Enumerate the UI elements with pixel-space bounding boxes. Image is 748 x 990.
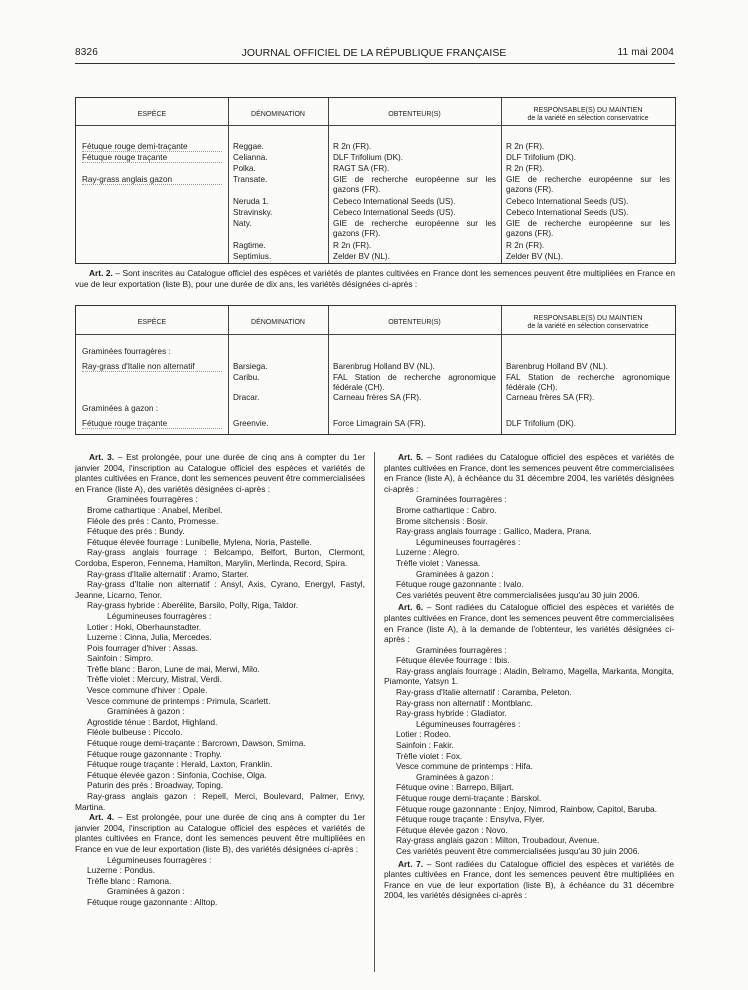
row-denomination: Celianna. <box>233 153 268 162</box>
header-espece: ESPÈCE <box>137 319 167 326</box>
row-responsable: Carneau frères SA (FR). <box>506 393 595 402</box>
row-responsable: DLF Trifolium (DK). <box>506 153 577 162</box>
section-heading: Graminées à gazon : <box>107 706 185 717</box>
section-heading: Graminées à gazon : <box>416 771 494 782</box>
article-4-text: – Est prolongée, pour une durée de cinq ans à compter du 1er janvier 2004, l'inscription au Catalogue officiel des espèces et variétés de plantes cultivées en France, dont les semences peuvent être multipliées en France en vue de leur exportation (liste B), des variétés désignées ci-après : <box>75 812 365 854</box>
variety-line: Fétuque élevée gazon : Novo. <box>396 824 508 835</box>
variety-line: Fétuque rouge demi-traçante : Barcrown, Dawson, Smirna. <box>87 738 306 749</box>
row-espece: Fétuque rouge demi-traçante <box>82 142 222 152</box>
varieties-table-2 <box>75 305 676 435</box>
row-responsable: Zelder BV (NL). <box>506 252 563 261</box>
section-heading: Graminées fourragères : <box>416 644 507 655</box>
col-divider <box>328 98 329 263</box>
row-obtenteur: R 2n (FR). <box>333 142 372 151</box>
variety-line: Fétuque rouge gazonnante : Ivalo. <box>396 579 524 590</box>
variety-line: Trèfle violet : Fox. <box>396 750 463 761</box>
variety-line: Ray-grass anglais fourrage : Gallico, Madera, Prana. <box>396 526 592 537</box>
variety-line: Paturin des prés : Broadway, Toping. <box>87 780 224 791</box>
variety-line: Trèfle violet : Mercury, Mistral, Verdi. <box>87 674 222 685</box>
section-heading: Graminées à gazon : <box>416 568 494 579</box>
row-denomination: Caribu. <box>233 373 260 382</box>
row-obtenteur: GIE de recherche européenne sur les gazons (FR). <box>333 175 496 195</box>
article-4 <box>75 812 365 854</box>
header-responsable-sub: de la variété en sélection conservatrice <box>527 323 649 330</box>
article-3 <box>75 452 365 494</box>
variety-line: Fétuque élevée fourrage : Lunibelle, Mylena, Noria, Pastelle. <box>87 536 312 547</box>
journal-title: JOURNAL OFFICIEL DE LA RÉPUBLIQUE FRANÇAISE <box>241 47 507 59</box>
row-denomination: Stravinsky. <box>233 208 273 217</box>
section-heading: Légumineuses fourragères : <box>107 610 212 621</box>
right-column <box>384 452 674 901</box>
variety-line: Sainfoin : Fakir. <box>396 740 454 751</box>
table-header-rule <box>76 125 675 126</box>
variety-line: Ray-grass anglais gazon : Milton, Troubadour, Avenue. <box>396 835 600 846</box>
section-heading: Légumineuses fourragères : <box>416 718 521 729</box>
row-obtenteur: DLF Trifolium (DK). <box>333 153 404 162</box>
page-number: 8326 <box>75 47 99 58</box>
section-heading: Légumineuses fourragères : <box>107 854 212 865</box>
row-denomination: Dracar. <box>233 393 260 402</box>
variety-line: Sainfoin : Simpro. <box>87 653 154 664</box>
variety-line: Trèfle blanc : Baron, Lune de mai, Merwi, Milo. <box>87 663 260 674</box>
section-heading: Graminées fourragères : <box>416 494 507 505</box>
row-obtenteur: GIE de recherche européenne sur les gazons (FR). <box>333 219 496 239</box>
header-denomination: DÉNOMINATION <box>251 111 305 118</box>
row-obtenteur: Zelder BV (NL). <box>333 252 390 261</box>
issue-date: 11 mai 2004 <box>617 47 674 58</box>
variety-line: Ray-grass d'Italie alternatif : Caramba, Peleton. <box>396 687 572 698</box>
row-responsable: DLF Trifolium (DK). <box>506 419 577 428</box>
variety-line: Vesce commune de printemps : Hifa. <box>396 761 533 772</box>
variety-line: Lotier : Hoki, Oberhaunstadter. <box>87 621 202 632</box>
row-denomination: Barsiega. <box>233 362 268 371</box>
row-responsable: GIE de recherche européenne sur les gazons (FR). <box>506 175 670 195</box>
variety-line: Ray-grass anglais fourrage : Belcampo, Belfort, Burton, Clermont, Cordoba, Esperon, Fennema, Hamilton, Marylin, Merlinda, Record, Spira. <box>75 547 365 568</box>
left-column <box>75 452 365 908</box>
varieties-table-1 <box>75 97 676 264</box>
row-denomination: Ragtime. <box>233 241 266 250</box>
variety-line: Fétuque rouge gazonnante : Enjoy, Nimrod, Rainbow, Capitol, Baruba. <box>396 803 658 814</box>
variety-line: Fétuque des prés : Bundy. <box>87 526 185 537</box>
variety-line: Ray-grass d'Italie non alternatif : Ansyl, Axis, Cyrano, Energyl, Fastyl, Jeanne, Licarno, Tenor. <box>75 579 365 600</box>
article-5-text: – Sont radiées du Catalogue officiel des espèces et variétés de plantes cultivées en France, dont les semences peuvent être commercialisées en France (liste A), à échéance du 31 décembre 2004, les variétés désignées ci-après : <box>384 452 675 494</box>
header-obtenteur: OBTENTEUR(S) <box>388 319 441 326</box>
column-separator <box>374 452 375 972</box>
variety-line: Fétuque rouge demi-traçante : Barskol. <box>396 793 542 803</box>
row-obtenteur: Cebeco International Seeds (US). <box>333 208 456 217</box>
col-divider <box>228 98 229 263</box>
row-espece: Ray-grass d'Italie non alternatif <box>82 362 222 372</box>
variety-line: Ray-grass d'Italie alternatif : Aramo, Starter. <box>87 568 249 579</box>
article-3-text: – Est prolongée, pour une durée de cinq ans à compter du 1er janvier 2004, l'inscription au Catalogue officiel des espèces et variétés de plantes cultivées en France, dont les semences peuvent être commercialisées en France (liste A), des variétés désignées ci-après : <box>75 452 366 494</box>
group-label: Graminées à gazon : <box>82 404 159 413</box>
variety-line: Ces variétés peuvent être commercialisées jusqu'au 30 juin 2006. <box>396 845 640 856</box>
variety-line: Agrostide ténue : Bardot, Highland. <box>87 716 218 727</box>
variety-line: Vesce commune d'hiver : Opale. <box>87 685 208 696</box>
section-heading: Graminées fourragères : <box>107 494 198 505</box>
article-5-label: Art. 5. <box>398 452 424 462</box>
row-responsable: Cebeco International Seeds (US). <box>506 208 629 217</box>
row-responsable: R 2n (FR). <box>506 241 545 250</box>
row-espece: Fétuque rouge traçante <box>82 153 222 163</box>
variety-line: Brome cathartique : Cabro. <box>396 504 497 515</box>
variety-line: Fléole bulbeuse : Piccolo. <box>87 727 183 738</box>
row-espece: Ray-grass anglais gazon <box>82 175 222 185</box>
article-6-label: Art. 6. <box>398 602 424 613</box>
variety-line: Brome sitchensis : Bosir. <box>396 515 488 526</box>
header-rule <box>75 63 675 64</box>
section-heading: Graminées à gazon : <box>107 886 185 897</box>
header-obtenteur: OBTENTEUR(S) <box>388 111 441 118</box>
row-denomination: Neruda 1. <box>233 197 269 206</box>
variety-line: Ray-grass non alternatif : Montblanc. <box>396 697 533 708</box>
row-denomination: Naty. <box>233 219 252 228</box>
header-responsable: RESPONSABLE(S) DU MAINTIEN <box>533 315 643 322</box>
article-3-label: Art. 3. <box>89 452 115 462</box>
variety-line: Ray-grass anglais gazon : Repell, Merci, Boulevard, Palmer, Envy, Martina. <box>75 791 365 812</box>
row-obtenteur: FAL Station de recherche agronomique fédérale (CH). <box>333 373 496 393</box>
variety-line: Fétuque ovine : Barrepo, Biljart. <box>396 782 514 793</box>
variety-line: Fétuque rouge gazonnante : Alltop. <box>87 896 218 907</box>
row-espece: Fétuque rouge traçante <box>82 419 222 429</box>
variety-line: Fléole des prés : Canto, Promesse. <box>87 515 219 526</box>
section-heading: Légumineuses fourragères : <box>416 536 521 547</box>
row-responsable: Cebeco International Seeds (US). <box>506 197 629 206</box>
row-denomination: Polka. <box>233 164 256 173</box>
header-denomination: DÉNOMINATION <box>251 319 305 326</box>
variety-line: Ray-grass hybride : Aberélite, Barsilo, Polly, Riga, Taldor. <box>87 600 299 611</box>
row-responsable: Barenbrug Holland BV (NL). <box>506 362 608 371</box>
variety-line: Ray-grass anglais fourrage : Aladin, Belramo, Magella, Markanta, Mongita, Piamonte, Yatsyn 1. <box>384 665 674 687</box>
variety-line: Fétuque élevée gazon : Sinfonia, Cochise, Olga. <box>87 769 267 780</box>
row-obtenteur: Cebeco International Seeds (US). <box>333 197 456 206</box>
article-7-label: Art. 7. <box>398 858 424 869</box>
row-denomination: Transate. <box>233 175 268 184</box>
variety-line: Pois fourrager d'hiver : Assas. <box>87 642 198 653</box>
variety-line: Brome cathartique : Anabel, Meribel. <box>87 504 223 515</box>
article-2-text: – Sont inscrites au Catalogue officiel des espèces et variétés de plantes cultivées en France dont les semences peuvent être multipliées en France en vue de leur exportation (liste B), pour une durée de dix ans, les variétés désignées ci-après : <box>75 268 675 289</box>
article-7 <box>384 859 674 901</box>
variety-line: Lotier : Rodeo. <box>396 729 451 740</box>
row-denomination: Greenvie. <box>233 419 269 428</box>
variety-line: Fétuque rouge traçante : Ensylva, Flyer. <box>396 814 545 825</box>
variety-line: Ces variétés peuvent être commercialisées jusqu'au 30 juin 2006. <box>396 589 640 600</box>
header-espece: ESPÈCE <box>137 111 167 118</box>
row-obtenteur: Barenbrug Holland BV (NL). <box>333 362 435 371</box>
article-7-text: – Sont radiées du Catalogue officiel des espèces et variétés de plantes cultivées en France, dont les semences peuvent être multipliées en France en vue de leur exportation (liste B), à échéance du 31 décembre 2004, les variétés désignées ci-après : <box>384 858 674 901</box>
variety-line: Ray-grass hybride : Gladiator. <box>396 708 507 719</box>
article-6 <box>384 602 674 644</box>
row-obtenteur: Force Limagrain SA (FR). <box>333 419 426 428</box>
header-responsable: RESPONSABLE(S) DU MAINTIEN <box>533 107 643 114</box>
table-header-rule <box>76 334 675 335</box>
row-obtenteur: Carneau frères SA (FR). <box>333 393 422 402</box>
row-obtenteur: R 2n (FR). <box>333 241 372 250</box>
row-responsable: FAL Station de recherche agronomique fédérale (CH). <box>506 373 670 393</box>
article-2 <box>75 268 675 289</box>
article-6-text: – Sont radiées du Catalogue officiel des espèces et variétés de plantes cultivées en France, dont les semences peuvent être commercialisées en France (liste A), à la demande de l'obtenteur, les variétés désignées ci-après : <box>384 602 675 645</box>
variety-line: Trèfle violet : Vanessa. <box>396 557 481 568</box>
article-4-label: Art. 4. <box>89 812 115 823</box>
variety-line: Fétuque rouge gazonnante : Trophy. <box>87 748 222 759</box>
variety-line: Fétuque rouge traçante : Herald, Laxton, Franklin. <box>87 759 273 770</box>
article-5 <box>384 452 674 494</box>
variety-line: Fétuque élevée fourrage : Ibis. <box>396 655 510 666</box>
row-responsable: R 2n (FR). <box>506 142 545 151</box>
row-responsable: R 2n (FR). <box>506 164 545 173</box>
row-denomination: Reggae. <box>233 142 264 151</box>
variety-line: Luzerne : Pondus. <box>87 865 155 876</box>
row-obtenteur: RAGT SA (FR). <box>333 164 390 173</box>
article-2-label: Art. 2. <box>89 268 113 278</box>
variety-line: Trèfle blanc : Ramona. <box>87 875 172 886</box>
variety-line: Luzerne : Cinna, Julia, Mercedes. <box>87 632 212 643</box>
row-denomination: Septimius. <box>233 252 272 261</box>
row-responsable: GIE de recherche européenne sur les gazons (FR). <box>506 219 670 239</box>
group-label: Graminées fourragères : <box>82 347 171 356</box>
header-responsable-sub: de la variété en sélection conservatrice <box>527 115 649 122</box>
variety-line: Luzerne : Alegro. <box>396 547 460 558</box>
variety-line: Vesce commune de printemps : Primula, Scarlett. <box>87 695 271 706</box>
